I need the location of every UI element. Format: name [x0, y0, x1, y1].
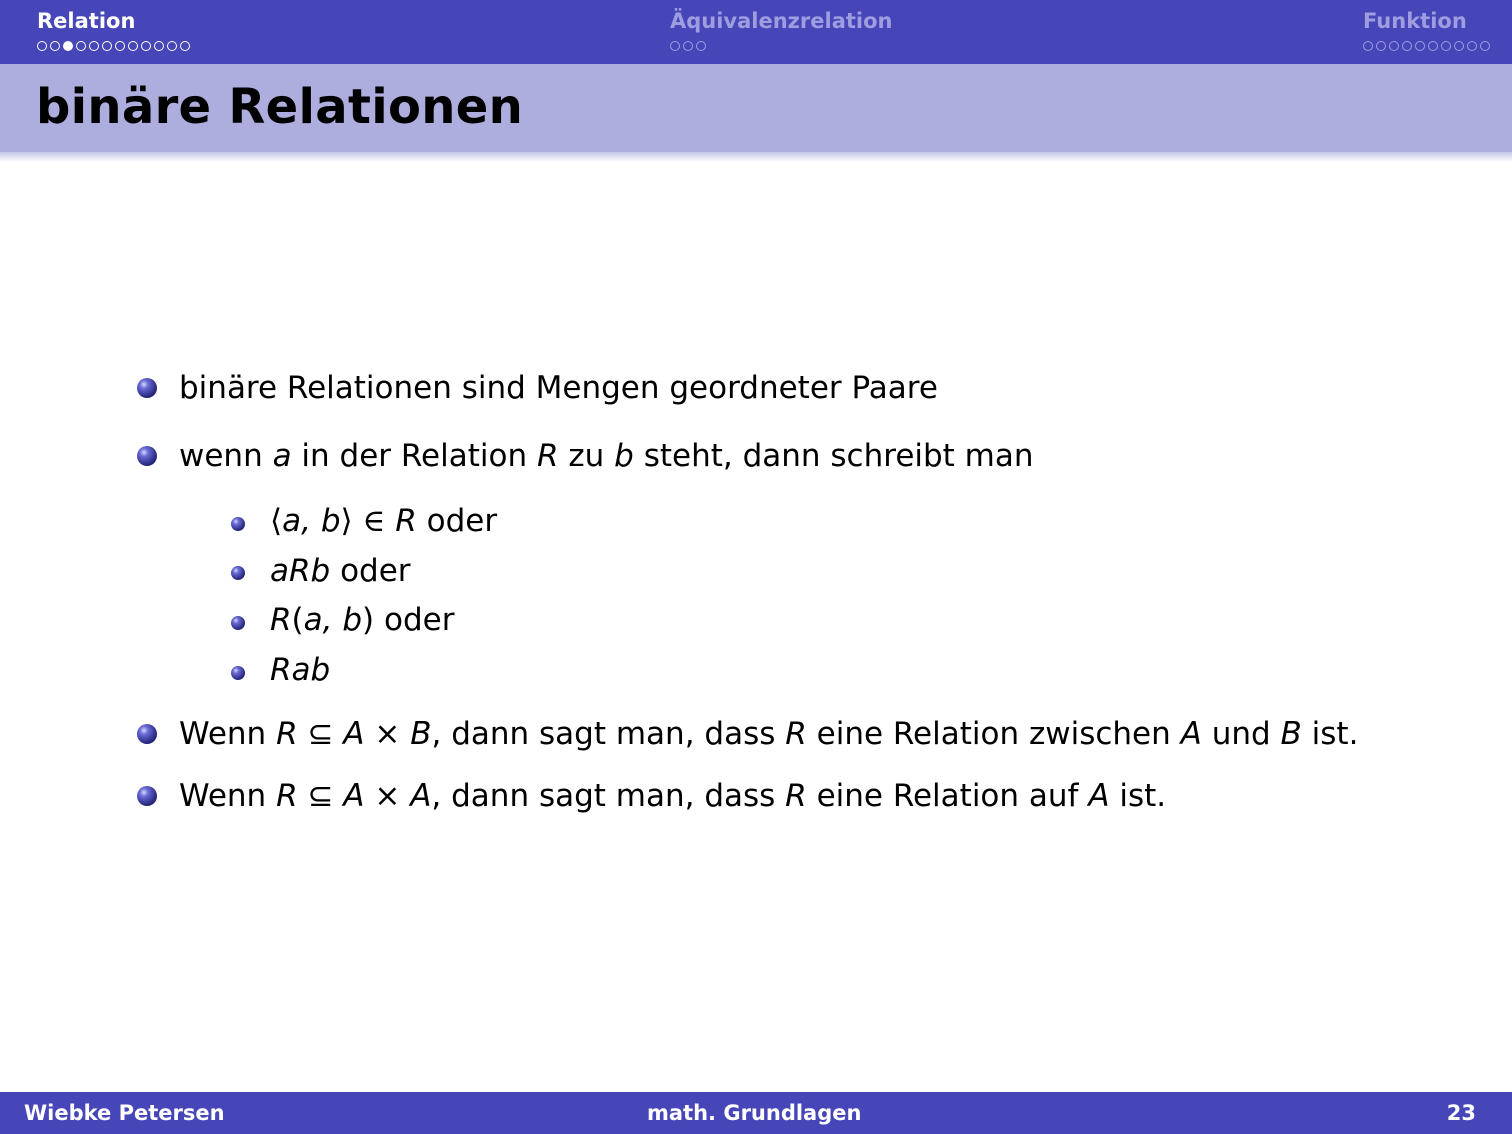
nav-dot[interactable]	[1467, 41, 1477, 51]
nav-dot[interactable]	[1415, 41, 1425, 51]
nav-dot[interactable]	[670, 41, 680, 51]
frame-title: binäre Relationen	[36, 79, 524, 135]
footer-bar	[0, 1092, 1512, 1134]
nav-dot[interactable]	[1441, 41, 1451, 51]
nav-dot[interactable]	[696, 41, 706, 51]
nav-dot[interactable]	[76, 41, 86, 51]
sub-list-item: aRb oder	[270, 553, 411, 589]
sub-bullet-icon	[231, 517, 245, 531]
sub-bullet-icon	[231, 666, 245, 680]
page-number: 23	[1446, 1101, 1476, 1125]
nav-dot[interactable]	[154, 41, 164, 51]
nav-dot[interactable]	[1480, 41, 1490, 51]
sub-list-item: Rab	[270, 652, 331, 688]
nav-dot[interactable]	[102, 41, 112, 51]
list-item: Wenn R ⊆ A × A, dann sagt man, dass R eine Relation auf A ist.	[179, 778, 1167, 814]
sub-bullet-icon	[231, 616, 245, 630]
nav-section-label[interactable]: Äquivalenzrelation	[670, 9, 893, 33]
nav-dots	[670, 39, 893, 52]
nav-dot[interactable]	[50, 41, 60, 51]
nav-dot[interactable]	[180, 41, 190, 51]
nav-section-label[interactable]: Funktion	[1363, 9, 1467, 33]
list-item-text: binäre Relationen sind Mengen geordneter Paare	[179, 370, 938, 406]
footer-title: math. Grundlagen	[647, 1101, 862, 1125]
frame-title-band	[0, 64, 1512, 152]
nav-section-relation[interactable]	[37, 8, 190, 52]
nav-section-funktion[interactable]	[1363, 8, 1490, 52]
bullet-icon	[137, 786, 157, 806]
nav-dot[interactable]	[1428, 41, 1438, 51]
nav-dot[interactable]	[167, 41, 177, 51]
nav-dot[interactable]	[37, 41, 47, 51]
navigation-bar	[0, 0, 1512, 64]
nav-dots	[37, 39, 190, 52]
nav-dot[interactable]	[89, 41, 99, 51]
nav-dot-current[interactable]	[63, 41, 73, 51]
sub-list-item: R(a, b) oder	[270, 602, 455, 638]
list-item: wenn a in der Relation R zu b steht, dann schreibt man	[179, 438, 1034, 474]
list-item: Wenn R ⊆ A × B, dann sagt man, dass R eine Relation zwischen A und B ist.	[179, 716, 1359, 752]
nav-dots	[1363, 39, 1490, 52]
nav-dot[interactable]	[1402, 41, 1412, 51]
nav-dot[interactable]	[1376, 41, 1386, 51]
list-item	[179, 369, 938, 407]
nav-section-label[interactable]: Relation	[37, 9, 136, 33]
footer-author: Wiebke Petersen	[24, 1101, 225, 1125]
bullet-icon	[137, 378, 157, 398]
nav-dot[interactable]	[1389, 41, 1399, 51]
nav-dot[interactable]	[141, 41, 151, 51]
nav-dot[interactable]	[683, 41, 693, 51]
nav-dot[interactable]	[115, 41, 125, 51]
sub-list-item: ⟨a, b⟩ ∈ R oder	[270, 503, 498, 539]
nav-dot[interactable]	[1454, 41, 1464, 51]
nav-dot[interactable]	[1363, 41, 1373, 51]
bullet-icon	[137, 446, 157, 466]
sub-bullet-icon	[231, 566, 245, 580]
nav-section-aequivalenzrelation[interactable]	[670, 8, 893, 52]
nav-dot[interactable]	[128, 41, 138, 51]
bullet-icon	[137, 724, 157, 744]
